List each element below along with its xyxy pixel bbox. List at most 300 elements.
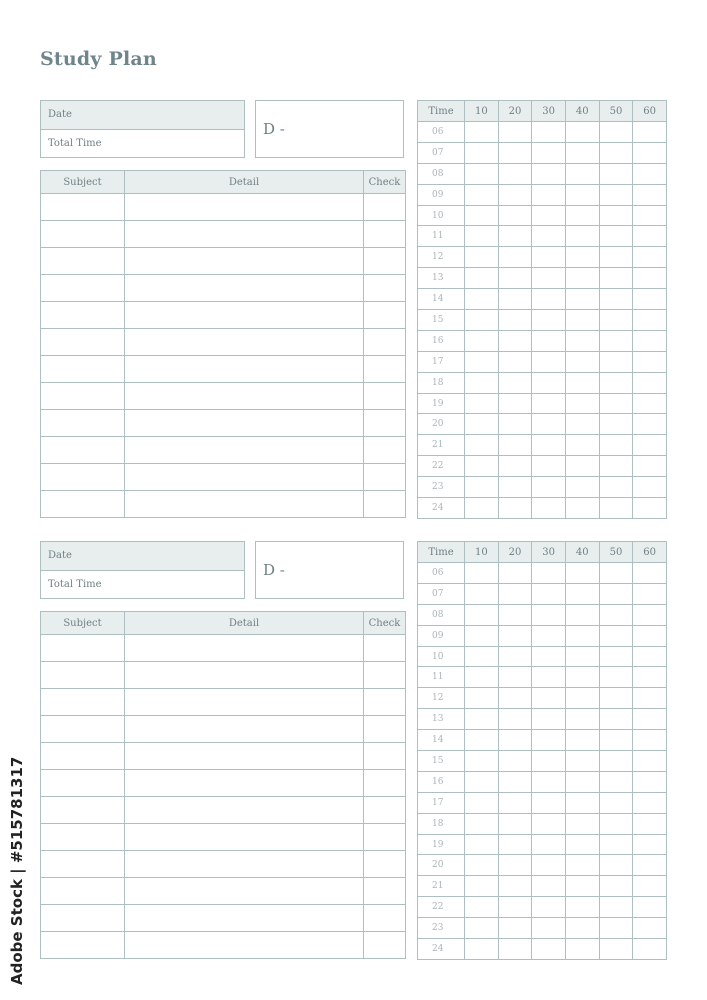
time-slot-cell[interactable] — [498, 205, 532, 226]
detail-cell[interactable] — [125, 383, 364, 410]
time-slot-cell[interactable] — [599, 122, 633, 143]
detail-cell[interactable] — [125, 932, 364, 959]
check-cell[interactable] — [364, 464, 406, 491]
time-slot-cell[interactable] — [498, 939, 532, 960]
time-slot-cell[interactable] — [465, 184, 499, 205]
time-slot-cell[interactable] — [599, 310, 633, 331]
subject-cell[interactable] — [41, 770, 125, 797]
time-slot-cell[interactable] — [532, 351, 566, 372]
time-slot-cell[interactable] — [633, 393, 667, 414]
time-slot-cell[interactable] — [633, 688, 667, 709]
time-slot-cell[interactable] — [565, 310, 599, 331]
subject-cell[interactable] — [41, 932, 125, 959]
detail-cell[interactable] — [125, 329, 364, 356]
time-slot-cell[interactable] — [565, 226, 599, 247]
time-slot-cell[interactable] — [465, 226, 499, 247]
time-slot-cell[interactable] — [465, 435, 499, 456]
time-slot-cell[interactable] — [532, 563, 566, 584]
date-field[interactable]: Date — [41, 101, 244, 130]
time-slot-cell[interactable] — [599, 351, 633, 372]
time-slot-cell[interactable] — [599, 709, 633, 730]
time-slot-cell[interactable] — [633, 330, 667, 351]
time-slot-cell[interactable] — [565, 205, 599, 226]
time-slot-cell[interactable] — [599, 771, 633, 792]
time-slot-cell[interactable] — [565, 897, 599, 918]
subject-cell[interactable] — [41, 635, 125, 662]
time-slot-cell[interactable] — [498, 498, 532, 519]
time-slot-cell[interactable] — [465, 268, 499, 289]
time-slot-cell[interactable] — [599, 226, 633, 247]
subject-cell[interactable] — [41, 275, 125, 302]
time-slot-cell[interactable] — [465, 813, 499, 834]
time-slot-cell[interactable] — [565, 163, 599, 184]
time-slot-cell[interactable] — [532, 330, 566, 351]
time-slot-cell[interactable] — [565, 604, 599, 625]
check-cell[interactable] — [364, 878, 406, 905]
check-cell[interactable] — [364, 662, 406, 689]
subject-cell[interactable] — [41, 221, 125, 248]
subject-cell[interactable] — [41, 851, 125, 878]
time-slot-cell[interactable] — [532, 393, 566, 414]
time-slot-cell[interactable] — [465, 646, 499, 667]
time-slot-cell[interactable] — [633, 583, 667, 604]
time-slot-cell[interactable] — [532, 122, 566, 143]
check-cell[interactable] — [364, 905, 406, 932]
time-slot-cell[interactable] — [465, 855, 499, 876]
time-slot-cell[interactable] — [565, 414, 599, 435]
time-slot-cell[interactable] — [532, 646, 566, 667]
time-slot-cell[interactable] — [565, 834, 599, 855]
check-cell[interactable] — [364, 275, 406, 302]
subject-cell[interactable] — [41, 248, 125, 275]
time-slot-cell[interactable] — [599, 414, 633, 435]
time-slot-cell[interactable] — [633, 163, 667, 184]
date-field[interactable]: Date — [41, 542, 244, 571]
detail-cell[interactable] — [125, 437, 364, 464]
subject-cell[interactable] — [41, 383, 125, 410]
time-slot-cell[interactable] — [498, 456, 532, 477]
time-slot-cell[interactable] — [498, 667, 532, 688]
time-slot-cell[interactable] — [498, 310, 532, 331]
time-slot-cell[interactable] — [633, 184, 667, 205]
check-cell[interactable] — [364, 410, 406, 437]
time-slot-cell[interactable] — [633, 414, 667, 435]
time-slot-cell[interactable] — [599, 855, 633, 876]
time-slot-cell[interactable] — [599, 813, 633, 834]
time-slot-cell[interactable] — [465, 688, 499, 709]
time-slot-cell[interactable] — [565, 184, 599, 205]
time-slot-cell[interactable] — [465, 834, 499, 855]
detail-cell[interactable] — [125, 797, 364, 824]
check-cell[interactable] — [364, 797, 406, 824]
time-slot-cell[interactable] — [532, 751, 566, 772]
time-slot-cell[interactable] — [498, 730, 532, 751]
time-slot-cell[interactable] — [465, 330, 499, 351]
time-slot-cell[interactable] — [633, 247, 667, 268]
subject-cell[interactable] — [41, 905, 125, 932]
time-slot-cell[interactable] — [599, 751, 633, 772]
time-slot-cell[interactable] — [532, 939, 566, 960]
time-slot-cell[interactable] — [465, 876, 499, 897]
time-slot-cell[interactable] — [498, 226, 532, 247]
time-slot-cell[interactable] — [498, 688, 532, 709]
detail-cell[interactable] — [125, 248, 364, 275]
time-slot-cell[interactable] — [498, 142, 532, 163]
subject-cell[interactable] — [41, 329, 125, 356]
time-slot-cell[interactable] — [599, 730, 633, 751]
time-slot-cell[interactable] — [532, 289, 566, 310]
time-slot-cell[interactable] — [532, 709, 566, 730]
time-slot-cell[interactable] — [532, 163, 566, 184]
time-slot-cell[interactable] — [599, 184, 633, 205]
time-slot-cell[interactable] — [465, 563, 499, 584]
time-slot-cell[interactable] — [532, 918, 566, 939]
time-slot-cell[interactable] — [565, 709, 599, 730]
detail-cell[interactable] — [125, 194, 364, 221]
time-slot-cell[interactable] — [565, 730, 599, 751]
dday-field[interactable]: D - — [255, 541, 404, 599]
time-slot-cell[interactable] — [599, 205, 633, 226]
time-slot-cell[interactable] — [633, 897, 667, 918]
check-cell[interactable] — [364, 635, 406, 662]
detail-cell[interactable] — [125, 410, 364, 437]
time-slot-cell[interactable] — [599, 456, 633, 477]
time-slot-cell[interactable] — [532, 604, 566, 625]
time-slot-cell[interactable] — [599, 435, 633, 456]
detail-cell[interactable] — [125, 491, 364, 518]
time-slot-cell[interactable] — [599, 918, 633, 939]
time-slot-cell[interactable] — [565, 876, 599, 897]
time-slot-cell[interactable] — [465, 122, 499, 143]
total-time-field[interactable]: Total Time — [48, 138, 102, 149]
check-cell[interactable] — [364, 437, 406, 464]
check-cell[interactable] — [364, 716, 406, 743]
time-slot-cell[interactable] — [633, 667, 667, 688]
time-slot-cell[interactable] — [498, 184, 532, 205]
time-slot-cell[interactable] — [465, 310, 499, 331]
detail-cell[interactable] — [125, 221, 364, 248]
time-slot-cell[interactable] — [633, 289, 667, 310]
check-cell[interactable] — [364, 491, 406, 518]
time-slot-cell[interactable] — [465, 163, 499, 184]
time-slot-cell[interactable] — [498, 646, 532, 667]
time-slot-cell[interactable] — [565, 456, 599, 477]
time-slot-cell[interactable] — [633, 730, 667, 751]
check-cell[interactable] — [364, 302, 406, 329]
time-slot-cell[interactable] — [599, 646, 633, 667]
subject-cell[interactable] — [41, 194, 125, 221]
subject-cell[interactable] — [41, 437, 125, 464]
time-slot-cell[interactable] — [599, 583, 633, 604]
time-slot-cell[interactable] — [498, 393, 532, 414]
time-slot-cell[interactable] — [498, 855, 532, 876]
time-slot-cell[interactable] — [633, 604, 667, 625]
time-slot-cell[interactable] — [633, 751, 667, 772]
time-slot-cell[interactable] — [532, 414, 566, 435]
time-slot-cell[interactable] — [599, 163, 633, 184]
time-slot-cell[interactable] — [498, 247, 532, 268]
detail-cell[interactable] — [125, 770, 364, 797]
time-slot-cell[interactable] — [498, 163, 532, 184]
time-slot-cell[interactable] — [532, 226, 566, 247]
time-slot-cell[interactable] — [532, 268, 566, 289]
time-slot-cell[interactable] — [465, 477, 499, 498]
check-cell[interactable] — [364, 689, 406, 716]
time-slot-cell[interactable] — [465, 372, 499, 393]
time-slot-cell[interactable] — [498, 751, 532, 772]
detail-cell[interactable] — [125, 302, 364, 329]
check-cell[interactable] — [364, 824, 406, 851]
time-slot-cell[interactable] — [565, 625, 599, 646]
check-cell[interactable] — [364, 194, 406, 221]
detail-cell[interactable] — [125, 851, 364, 878]
time-slot-cell[interactable] — [465, 247, 499, 268]
detail-cell[interactable] — [125, 635, 364, 662]
time-slot-cell[interactable] — [599, 939, 633, 960]
time-slot-cell[interactable] — [498, 583, 532, 604]
time-slot-cell[interactable] — [465, 667, 499, 688]
time-slot-cell[interactable] — [633, 709, 667, 730]
time-slot-cell[interactable] — [565, 247, 599, 268]
detail-cell[interactable] — [125, 824, 364, 851]
time-slot-cell[interactable] — [532, 897, 566, 918]
time-slot-cell[interactable] — [633, 646, 667, 667]
time-slot-cell[interactable] — [565, 751, 599, 772]
time-slot-cell[interactable] — [565, 122, 599, 143]
time-slot-cell[interactable] — [633, 142, 667, 163]
subject-cell[interactable] — [41, 716, 125, 743]
time-slot-cell[interactable] — [498, 330, 532, 351]
time-slot-cell[interactable] — [633, 563, 667, 584]
detail-cell[interactable] — [125, 905, 364, 932]
detail-cell[interactable] — [125, 356, 364, 383]
time-slot-cell[interactable] — [599, 247, 633, 268]
time-slot-cell[interactable] — [532, 247, 566, 268]
time-slot-cell[interactable] — [565, 667, 599, 688]
time-slot-cell[interactable] — [633, 876, 667, 897]
detail-cell[interactable] — [125, 878, 364, 905]
time-slot-cell[interactable] — [498, 604, 532, 625]
time-slot-cell[interactable] — [532, 184, 566, 205]
time-slot-cell[interactable] — [532, 688, 566, 709]
time-slot-cell[interactable] — [633, 918, 667, 939]
check-cell[interactable] — [364, 770, 406, 797]
time-slot-cell[interactable] — [465, 751, 499, 772]
time-slot-cell[interactable] — [498, 918, 532, 939]
time-slot-cell[interactable] — [599, 688, 633, 709]
detail-cell[interactable] — [125, 716, 364, 743]
time-slot-cell[interactable] — [633, 435, 667, 456]
time-slot-cell[interactable] — [633, 351, 667, 372]
subject-cell[interactable] — [41, 824, 125, 851]
detail-cell[interactable] — [125, 689, 364, 716]
subject-cell[interactable] — [41, 878, 125, 905]
time-slot-cell[interactable] — [633, 122, 667, 143]
check-cell[interactable] — [364, 743, 406, 770]
time-slot-cell[interactable] — [498, 834, 532, 855]
subject-cell[interactable] — [41, 410, 125, 437]
subject-cell[interactable] — [41, 662, 125, 689]
time-slot-cell[interactable] — [532, 855, 566, 876]
time-slot-cell[interactable] — [633, 855, 667, 876]
time-slot-cell[interactable] — [532, 142, 566, 163]
time-slot-cell[interactable] — [465, 625, 499, 646]
detail-cell[interactable] — [125, 464, 364, 491]
time-slot-cell[interactable] — [498, 897, 532, 918]
time-slot-cell[interactable] — [498, 813, 532, 834]
time-slot-cell[interactable] — [465, 393, 499, 414]
time-slot-cell[interactable] — [565, 813, 599, 834]
time-slot-cell[interactable] — [465, 351, 499, 372]
subject-cell[interactable] — [41, 491, 125, 518]
subject-cell[interactable] — [41, 464, 125, 491]
time-slot-cell[interactable] — [532, 792, 566, 813]
time-slot-cell[interactable] — [599, 876, 633, 897]
time-slot-cell[interactable] — [565, 142, 599, 163]
check-cell[interactable] — [364, 356, 406, 383]
time-slot-cell[interactable] — [599, 498, 633, 519]
time-slot-cell[interactable] — [532, 456, 566, 477]
time-slot-cell[interactable] — [532, 667, 566, 688]
time-slot-cell[interactable] — [565, 918, 599, 939]
time-slot-cell[interactable] — [465, 792, 499, 813]
check-cell[interactable] — [364, 329, 406, 356]
time-slot-cell[interactable] — [565, 393, 599, 414]
time-slot-cell[interactable] — [532, 730, 566, 751]
time-slot-cell[interactable] — [633, 205, 667, 226]
time-slot-cell[interactable] — [599, 897, 633, 918]
subject-cell[interactable] — [41, 356, 125, 383]
time-slot-cell[interactable] — [465, 897, 499, 918]
time-slot-cell[interactable] — [465, 583, 499, 604]
subject-cell[interactable] — [41, 302, 125, 329]
time-slot-cell[interactable] — [498, 351, 532, 372]
time-slot-cell[interactable] — [498, 709, 532, 730]
subject-cell[interactable] — [41, 797, 125, 824]
time-slot-cell[interactable] — [633, 792, 667, 813]
time-slot-cell[interactable] — [465, 205, 499, 226]
time-slot-cell[interactable] — [565, 435, 599, 456]
time-slot-cell[interactable] — [599, 393, 633, 414]
time-slot-cell[interactable] — [565, 563, 599, 584]
time-slot-cell[interactable] — [599, 792, 633, 813]
time-slot-cell[interactable] — [633, 268, 667, 289]
time-slot-cell[interactable] — [633, 813, 667, 834]
detail-cell[interactable] — [125, 743, 364, 770]
time-slot-cell[interactable] — [565, 646, 599, 667]
time-slot-cell[interactable] — [498, 414, 532, 435]
time-slot-cell[interactable] — [532, 834, 566, 855]
time-slot-cell[interactable] — [532, 876, 566, 897]
time-slot-cell[interactable] — [532, 310, 566, 331]
time-slot-cell[interactable] — [465, 730, 499, 751]
check-cell[interactable] — [364, 248, 406, 275]
time-slot-cell[interactable] — [599, 667, 633, 688]
time-slot-cell[interactable] — [565, 939, 599, 960]
time-slot-cell[interactable] — [465, 289, 499, 310]
time-slot-cell[interactable] — [565, 792, 599, 813]
time-slot-cell[interactable] — [498, 771, 532, 792]
time-slot-cell[interactable] — [633, 310, 667, 331]
time-slot-cell[interactable] — [565, 268, 599, 289]
detail-cell[interactable] — [125, 662, 364, 689]
check-cell[interactable] — [364, 932, 406, 959]
detail-cell[interactable] — [125, 275, 364, 302]
time-slot-cell[interactable] — [498, 563, 532, 584]
time-slot-cell[interactable] — [532, 372, 566, 393]
time-slot-cell[interactable] — [599, 834, 633, 855]
time-slot-cell[interactable] — [532, 625, 566, 646]
time-slot-cell[interactable] — [633, 372, 667, 393]
time-slot-cell[interactable] — [532, 813, 566, 834]
time-slot-cell[interactable] — [633, 939, 667, 960]
time-slot-cell[interactable] — [498, 625, 532, 646]
time-slot-cell[interactable] — [465, 771, 499, 792]
time-slot-cell[interactable] — [633, 771, 667, 792]
time-slot-cell[interactable] — [565, 477, 599, 498]
time-slot-cell[interactable] — [498, 372, 532, 393]
time-slot-cell[interactable] — [565, 688, 599, 709]
time-slot-cell[interactable] — [465, 918, 499, 939]
time-slot-cell[interactable] — [532, 205, 566, 226]
total-time-field[interactable]: Total Time — [48, 579, 102, 590]
time-slot-cell[interactable] — [465, 709, 499, 730]
time-slot-cell[interactable] — [633, 477, 667, 498]
time-slot-cell[interactable] — [599, 268, 633, 289]
time-slot-cell[interactable] — [565, 351, 599, 372]
time-slot-cell[interactable] — [633, 834, 667, 855]
dday-field[interactable]: D - — [255, 100, 404, 158]
time-slot-cell[interactable] — [465, 498, 499, 519]
time-slot-cell[interactable] — [532, 477, 566, 498]
time-slot-cell[interactable] — [633, 625, 667, 646]
time-slot-cell[interactable] — [565, 289, 599, 310]
time-slot-cell[interactable] — [599, 289, 633, 310]
time-slot-cell[interactable] — [498, 289, 532, 310]
check-cell[interactable] — [364, 221, 406, 248]
time-slot-cell[interactable] — [465, 142, 499, 163]
time-slot-cell[interactable] — [498, 477, 532, 498]
subject-cell[interactable] — [41, 743, 125, 770]
time-slot-cell[interactable] — [633, 498, 667, 519]
time-slot-cell[interactable] — [599, 563, 633, 584]
time-slot-cell[interactable] — [599, 372, 633, 393]
time-slot-cell[interactable] — [465, 604, 499, 625]
time-slot-cell[interactable] — [498, 792, 532, 813]
time-slot-cell[interactable] — [565, 330, 599, 351]
time-slot-cell[interactable] — [498, 268, 532, 289]
time-slot-cell[interactable] — [599, 330, 633, 351]
time-slot-cell[interactable] — [465, 456, 499, 477]
time-slot-cell[interactable] — [532, 771, 566, 792]
time-slot-cell[interactable] — [565, 771, 599, 792]
subject-cell[interactable] — [41, 689, 125, 716]
check-cell[interactable] — [364, 851, 406, 878]
time-slot-cell[interactable] — [565, 583, 599, 604]
time-slot-cell[interactable] — [565, 855, 599, 876]
time-slot-cell[interactable] — [465, 939, 499, 960]
time-slot-cell[interactable] — [532, 435, 566, 456]
time-slot-cell[interactable] — [565, 498, 599, 519]
time-slot-cell[interactable] — [633, 456, 667, 477]
time-slot-cell[interactable] — [465, 414, 499, 435]
time-slot-cell[interactable] — [498, 435, 532, 456]
time-slot-cell[interactable] — [633, 226, 667, 247]
time-slot-cell[interactable] — [565, 372, 599, 393]
time-slot-cell[interactable] — [599, 625, 633, 646]
time-slot-cell[interactable] — [599, 604, 633, 625]
time-slot-cell[interactable] — [498, 122, 532, 143]
